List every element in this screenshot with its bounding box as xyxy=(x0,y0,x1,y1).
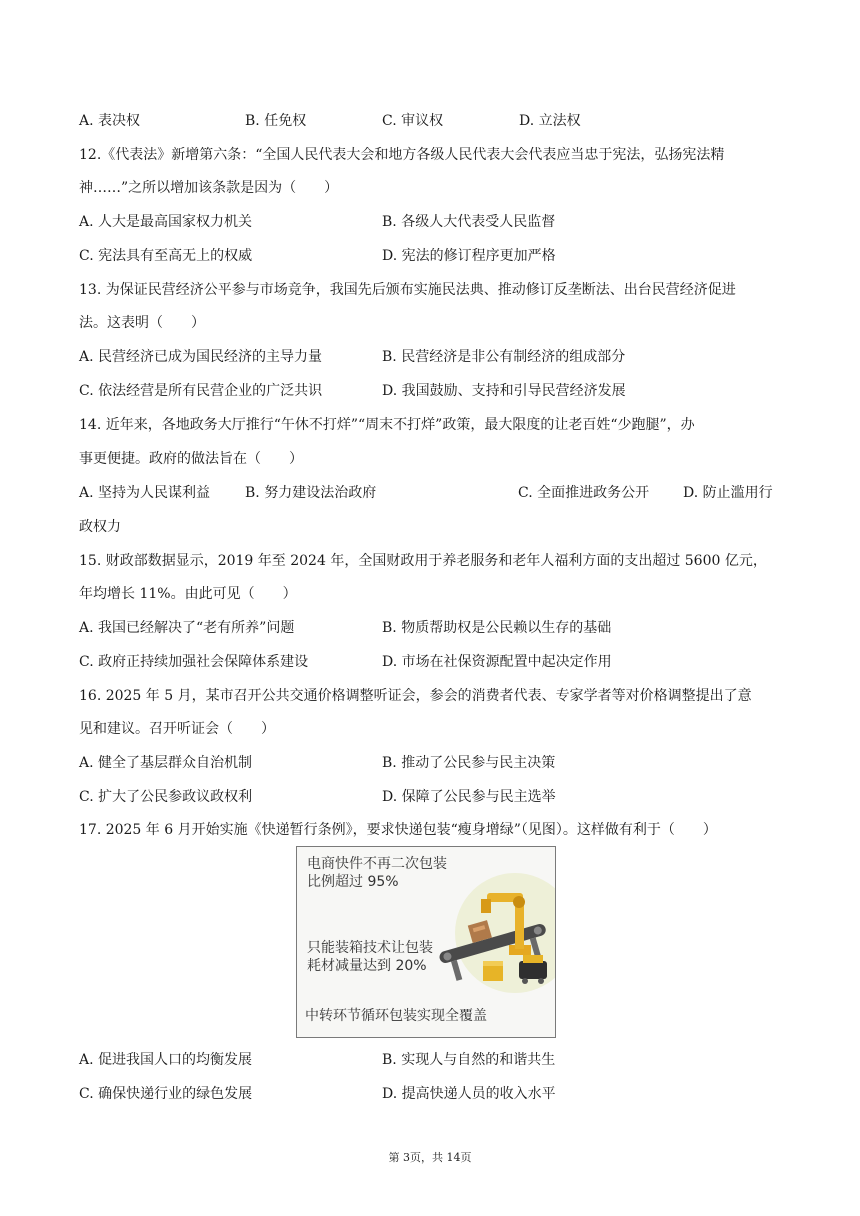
q14-stem-line2: 事更便捷。政府的做法旨在（ ） xyxy=(79,451,303,467)
q16-stem-line1: 16. 2025 年 5 月，某市召开公共交通价格调整听证会，参会的消费者代表、专家学者等对价格调整提出了意 xyxy=(79,688,752,704)
q17-stem-line1: 17. 2025 年 6 月开始实施《快递暂行条例》，要求快递包装“瘦身增绿”（见图）。这样做有利于（ ） xyxy=(79,822,717,838)
q12-option-b[interactable]: B. 各级人大代表受人民监督 xyxy=(382,214,556,230)
q13-option-a[interactable]: A. 民营经济已成为国民经济的主导力量 xyxy=(79,349,323,365)
page-footer: 第 3页，共 14页 xyxy=(388,1151,472,1164)
q17-option-c[interactable]: C. 确保快递行业的绿色发展 xyxy=(79,1086,253,1102)
q15-option-a[interactable]: A. 我国已经解决了“老有所养”问题 xyxy=(79,620,295,636)
q11-option-a[interactable]: A. 表决权 xyxy=(79,113,141,129)
q17-option-a[interactable]: A. 促进我国人口的均衡发展 xyxy=(79,1052,253,1068)
q14-option-a[interactable]: A. 坚持为人民谋利益 xyxy=(79,485,211,501)
figure-text-1b: 比例超过 95% xyxy=(307,874,399,890)
q16-stem-line2: 见和建议。召开听证会（ ） xyxy=(79,721,275,737)
q12-stem-line2: 神……”之所以增加该条款是因为（ ） xyxy=(79,180,339,196)
q14-option-c[interactable]: C. 全面推进政务公开 xyxy=(518,485,650,501)
figure-text-2b: 耗材减量达到 20% xyxy=(307,958,427,974)
figure-text-1a: 电商快件不再二次包装 xyxy=(307,856,447,872)
q13-option-c[interactable]: C. 依法经营是所有民营企业的广泛共识 xyxy=(79,383,323,399)
q15-stem-line1: 15. 财政部数据显示，2019 年至 2024 年，全国财政用于养老服务和老年人福利方面的支出超过 5600 亿元， xyxy=(79,553,767,569)
q13-option-b[interactable]: B. 民营经济是非公有制经济的组成部分 xyxy=(382,349,626,365)
q14-option-d[interactable]: D. 防止滥用行 xyxy=(683,485,773,501)
q16-option-b[interactable]: B. 推动了公民参与民主决策 xyxy=(382,755,556,771)
q13-option-d[interactable]: D. 我国鼓励、支持和引导民营经济发展 xyxy=(382,383,626,399)
q16-option-a[interactable]: A. 健全了基层群众自治机制 xyxy=(79,755,253,771)
q11-option-b[interactable]: B. 任免权 xyxy=(245,113,307,129)
q11-option-c[interactable]: C. 审议权 xyxy=(382,113,444,129)
q12-option-a[interactable]: A. 人大是最高国家权力机关 xyxy=(79,214,253,230)
figure-text-2a: 只能装箱技术让包装 xyxy=(307,940,433,956)
q15-option-c[interactable]: C. 政府正持续加强社会保障体系建设 xyxy=(79,654,309,670)
figure-text-3: 中转环节循环包装实现全覆盖 xyxy=(305,1008,487,1024)
q15-option-d[interactable]: D. 市场在社保资源配置中起决定作用 xyxy=(382,654,612,670)
q14-stem-line1: 14. 近年来，各地政务大厅推行“午休不打烊”“周末不打烊”政策，最大限度的让老百姓“少跑腿”，办 xyxy=(79,417,695,433)
q13-stem-line1: 13. 为保证民营经济公平参与市场竞争，我国先后颁布实施民法典、推动修订反垄断法、出台民营经济促进 xyxy=(79,282,736,298)
q15-stem-line2: 年均增长 11%。由此可见（ ） xyxy=(79,586,297,602)
q16-option-d[interactable]: D. 保障了公民参与民主选举 xyxy=(382,789,556,805)
q12-option-d[interactable]: D. 宪法的修订程序更加严格 xyxy=(382,248,556,264)
q12-stem-line1: 12.《代表法》新增第六条：“全国人民代表大会和地方各级人民代表大会代表应当忠于宪法，弘扬宪法精 xyxy=(79,147,725,163)
q14-option-b[interactable]: B. 努力建设法治政府 xyxy=(245,485,377,501)
express-packaging-figure xyxy=(296,846,556,1038)
q14-option-d-wrap: 政权力 xyxy=(79,519,121,535)
q11-option-d[interactable]: D. 立法权 xyxy=(519,113,581,129)
q15-option-b[interactable]: B. 物质帮助权是公民赖以生存的基础 xyxy=(382,620,612,636)
q12-option-c[interactable]: C. 宪法具有至高无上的权威 xyxy=(79,248,253,264)
q17-option-d[interactable]: D. 提高快递人员的收入水平 xyxy=(382,1086,556,1102)
q16-option-c[interactable]: C. 扩大了公民参政议政权利 xyxy=(79,789,253,805)
q17-option-b[interactable]: B. 实现人与自然的和谐共生 xyxy=(382,1052,556,1068)
q13-stem-line2: 法。这表明（ ） xyxy=(79,315,205,331)
